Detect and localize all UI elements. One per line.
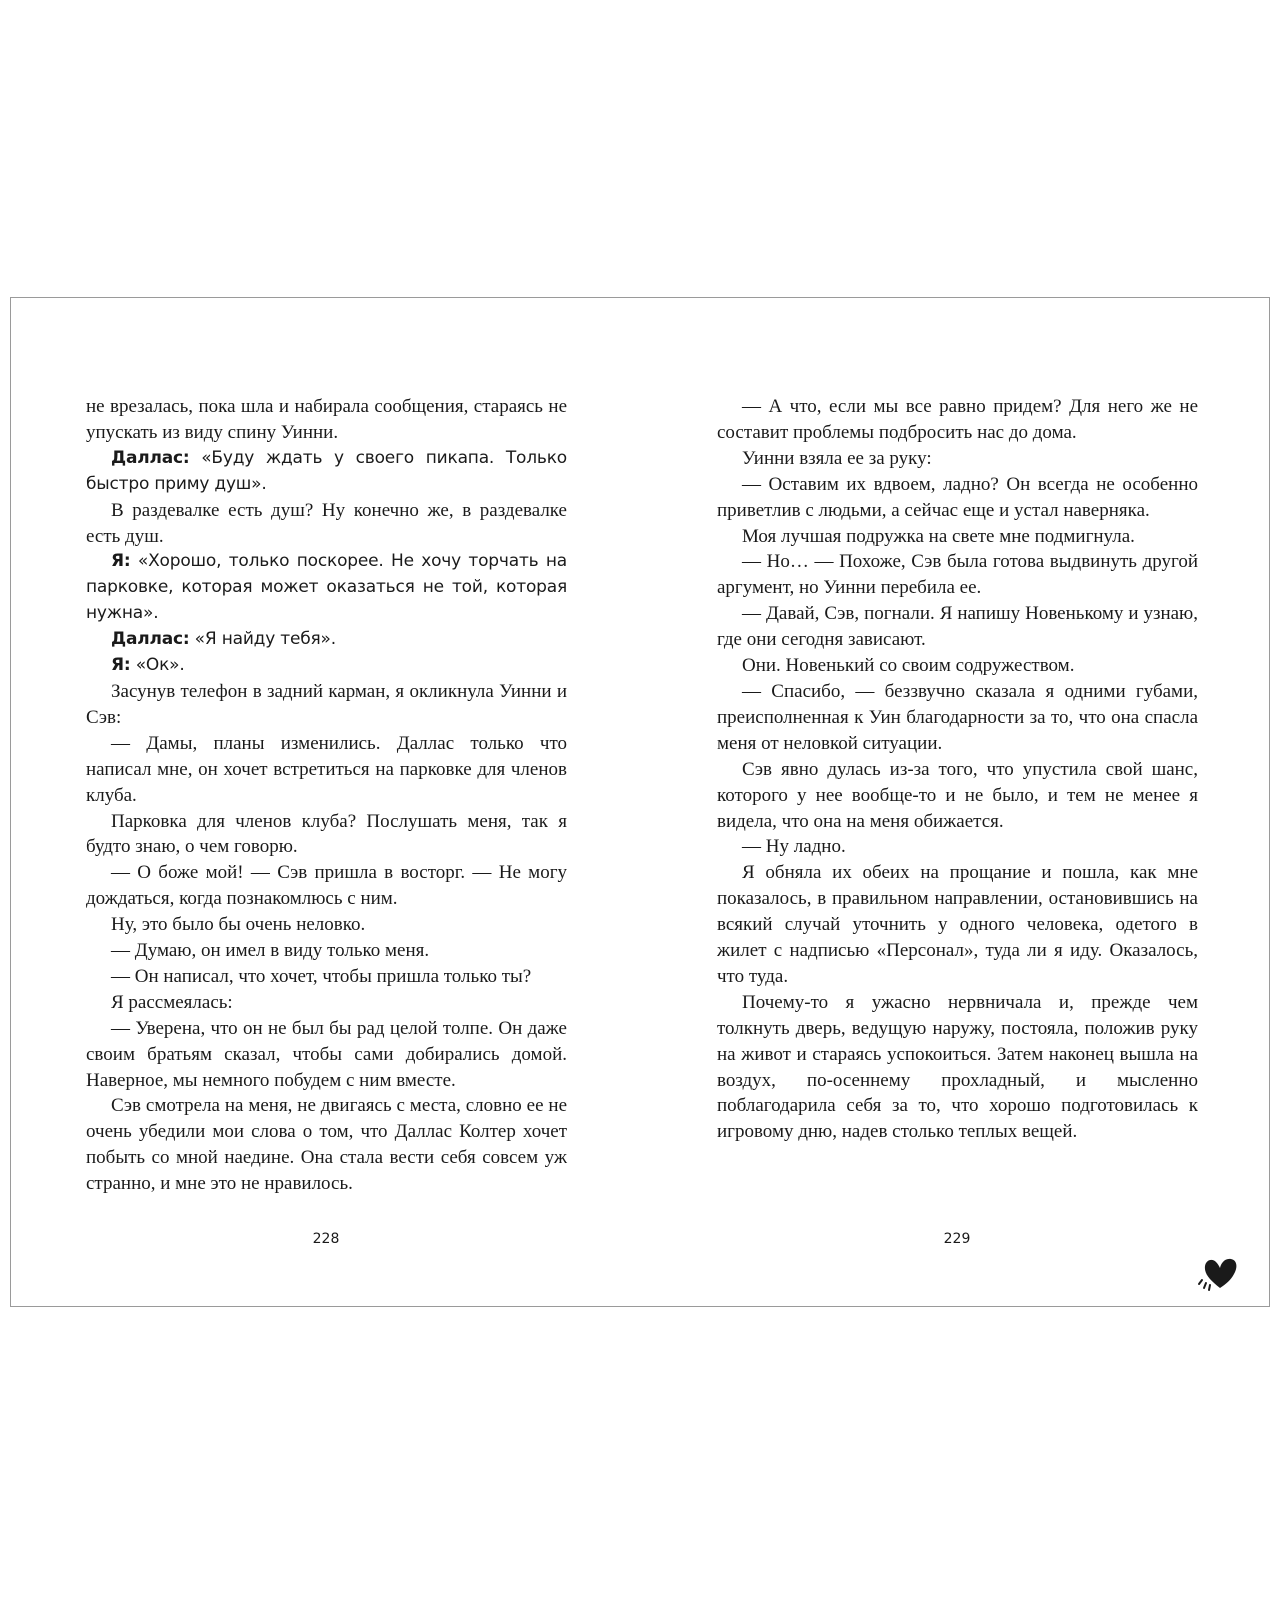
heart-icon bbox=[1196, 1250, 1244, 1294]
paragraph: Я обняла их обеих на прощание и пошла, как мне показалось, в правильном направлении, остановившись на всякий случай уточнить у одного человека, одетого в жилет с надписью «Персонал», туда ли я иду. Оказалось, что туда. bbox=[717, 862, 1198, 987]
chat-text: «Ок». bbox=[130, 655, 185, 676]
left-page-text bbox=[86, 394, 567, 1197]
paragraph: В раздевалке есть душ? Ну конечно же, в раздевалке есть душ. bbox=[86, 499, 567, 547]
paragraph: — Оставим их вдвоем, ладно? Он всегда не особенно приветлив с людьми, а сейчас еще и устал наверняка. bbox=[717, 473, 1198, 521]
paragraph: — Ну ладно. bbox=[742, 836, 846, 858]
chat-text: «Хорошо, только поскорее. Не хочу торчать на парковке, которая может оказаться не той, которая нужна». bbox=[86, 551, 567, 624]
paragraph: — Спасибо, — беззвучно сказала я одними губами, преисполненная к Уин благодарности за то, что она спасла меня от неловкой ситуации. bbox=[717, 680, 1198, 754]
paragraph: Парковка для членов клуба? Послушать меня, так я будто знаю, о чем говорю. bbox=[86, 810, 567, 858]
paragraph: Засунув телефон в задний карман, я окликнула Уинни и Сэв: bbox=[86, 680, 567, 728]
right-page-text bbox=[717, 394, 1198, 1145]
paragraph: Я рассмеялась: bbox=[111, 991, 233, 1013]
chat-text: «Я найду тебя». bbox=[189, 629, 336, 650]
chat-message bbox=[86, 653, 567, 679]
paragraph: — Он написал, что хочет, чтобы пришла только ты? bbox=[111, 965, 532, 987]
paragraph: Сэв смотрела на меня, не двигаясь с места, словно ее не очень убедили мои слова о том, что Даллас Колтер хочет побыть со мной наедине. Она стала вести себя совсем уж странно, и мне это не нравилось. bbox=[86, 1095, 567, 1195]
paragraph: — Уверена, что он не был бы рад целой толпе. Он даже своим братьям сказал, чтобы сами добирались домой. Наверное, мы немного побудем с ним вместе. bbox=[86, 1017, 567, 1091]
page-number-right: 229 bbox=[943, 1231, 971, 1247]
chat-message bbox=[86, 627, 567, 653]
chat-text: «Буду ждать у своего пикапа. Только быстро приму душ». bbox=[86, 447, 567, 494]
paragraph: — Дамы, планы изменились. Даллас только что написал мне, он хочет встретиться на парковке для членов клуба. bbox=[86, 732, 567, 806]
chat-speaker: Я: bbox=[111, 551, 131, 572]
page-number-left: 228 bbox=[312, 1231, 340, 1247]
paragraph: Моя лучшая подружка на свете мне подмигнула. bbox=[742, 525, 1135, 547]
paragraph: Уинни взяла ее за руку: bbox=[742, 447, 932, 469]
book-spread bbox=[10, 297, 1270, 1307]
paragraph: Они. Новенький со своим содружеством. bbox=[742, 655, 1075, 677]
chat-speaker: Я: bbox=[111, 655, 131, 676]
chat-speaker: Даллас: bbox=[111, 447, 190, 468]
paragraph: Ну, это было бы очень неловко. bbox=[111, 914, 366, 936]
paragraph: — А что, если мы все равно придем? Для него же не составит проблемы подбросить нас до дома. bbox=[717, 396, 1198, 443]
chat-message bbox=[86, 446, 567, 498]
paragraph: — Но… — Похоже, Сэв была готова выдвинуть другой аргумент, но Уинни перебила ее. bbox=[717, 551, 1198, 599]
chat-speaker: Даллас: bbox=[111, 629, 190, 650]
paragraph: — Давай, Сэв, погнали. Я напишу Новенькому и узнаю, где они сегодня зависают. bbox=[717, 603, 1198, 651]
paragraph: Сэв явно дулась из-за того, что упустила свой шанс, которого у нее вообще-то и не было, и тем не менее я видела, что она на меня обижается. bbox=[717, 758, 1198, 832]
paragraph: Почему-то я ужасно нервничала и, прежде чем толкнуть дверь, ведущую наружу, постояла, положив руку на живот и стараясь успокоиться. Затем наконец вышла на воздух, по-осеннему прохладный, и мысленно поблагодарила себя за то, что хорошо подготовилась к игровому дню, надев столько теплых вещей. bbox=[717, 991, 1198, 1143]
paragraph: — О боже мой! — Сэв пришла в восторг. — Не могу дождаться, когда познакомлюсь с ним. bbox=[86, 862, 567, 910]
paragraph: не врезалась, пока шла и набирала сообщения, стараясь не упускать из виду спину Уинни. bbox=[86, 396, 567, 443]
paragraph: — Думаю, он имел в виду только меня. bbox=[111, 940, 430, 962]
chat-message bbox=[86, 549, 567, 627]
